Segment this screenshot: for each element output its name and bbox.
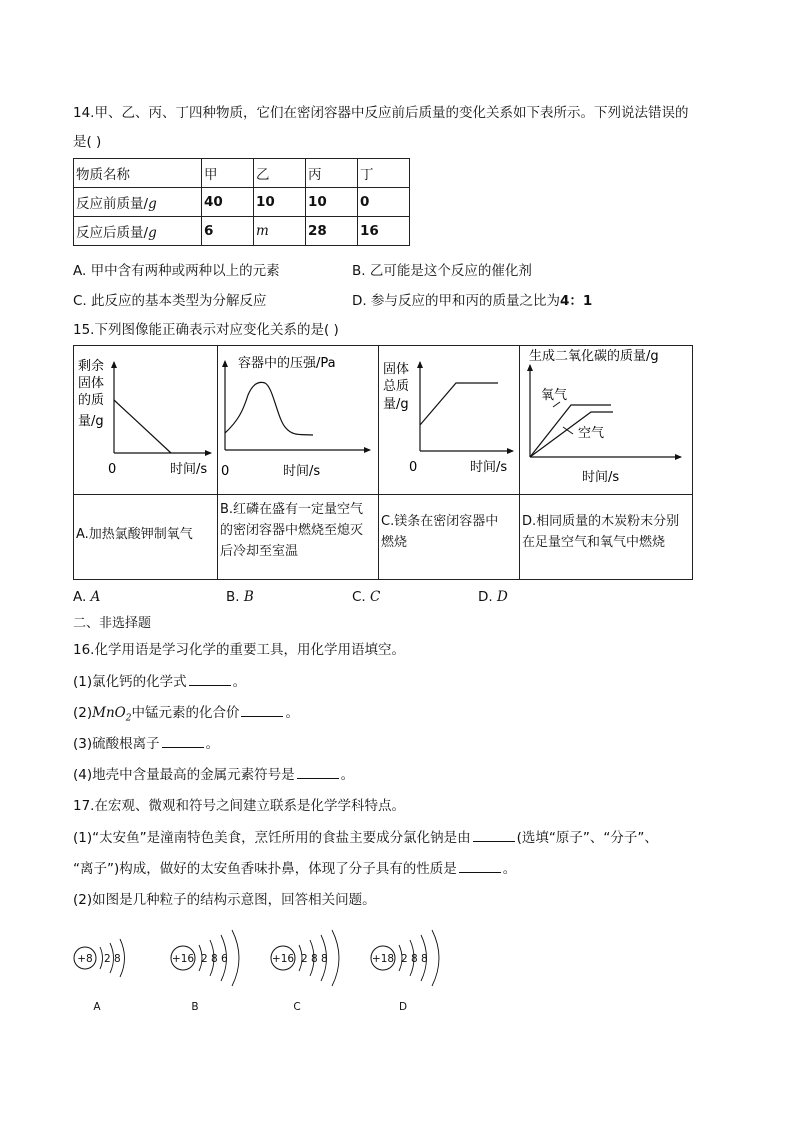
- graph-b: [221, 355, 370, 479]
- table-header-cell: 丙: [306, 159, 358, 188]
- electron-shells: 2 8 6: [201, 953, 228, 965]
- option-prefix: B.: [226, 589, 244, 605]
- item-text: 。: [502, 861, 517, 877]
- graph-c: [383, 361, 513, 475]
- table-cell: 28: [306, 217, 358, 246]
- table-header-cell: 乙: [254, 159, 306, 188]
- formula: MnO: [92, 705, 126, 721]
- q15-stem: 15.下列图像能正确表示对应变化关系的是( ): [73, 322, 339, 338]
- table-row: [74, 188, 410, 217]
- caption-a: [76, 524, 193, 545]
- item-text: (2): [73, 705, 93, 721]
- pressure-curve: [225, 382, 313, 435]
- y-label: 总质: [383, 379, 410, 394]
- q15-option-d[interactable]: [478, 589, 508, 605]
- origin-label: 0: [409, 460, 418, 475]
- y-label: 的质: [78, 393, 105, 408]
- item-text: 。: [205, 736, 220, 752]
- y-label: 生成二氧化碳的质量/g: [529, 349, 659, 364]
- q17-part1-line1: [73, 829, 658, 847]
- origin-label: 0: [108, 462, 117, 477]
- particle-label: A: [93, 1001, 101, 1013]
- table-cell: m: [254, 217, 306, 246]
- table-cell: 0: [358, 188, 410, 217]
- particle-label: D: [398, 1001, 408, 1013]
- formula-subscript: 2: [125, 713, 132, 724]
- caption-line: 在足量空气和氧气中燃烧: [522, 535, 666, 550]
- particle-label: B: [191, 1001, 199, 1013]
- table-header-row: [74, 159, 410, 188]
- y-label: 量/g: [383, 397, 409, 412]
- answer-blank[interactable]: [473, 829, 515, 842]
- item-text: (选填“原子”、“分子”、: [516, 830, 658, 846]
- item-text: (4)地壳中含量最高的金属元素符号是: [73, 767, 295, 783]
- item-text: (1)“太安鱼”是潼南特色美食，烹饪所用的食盐主要成分氯化钠是由: [73, 830, 471, 846]
- row-label: [74, 188, 202, 217]
- table-header-cell: 甲: [202, 159, 254, 188]
- option-letter: B: [243, 589, 254, 605]
- option-letter: D: [496, 589, 508, 605]
- table-row: [74, 217, 410, 246]
- q15-option-c[interactable]: [352, 589, 380, 605]
- section-title: 二、非选择题: [73, 616, 152, 631]
- caption-b: [220, 499, 363, 562]
- item-text: (1)氯化钙的化学式: [73, 674, 187, 690]
- caption-d: [522, 511, 679, 553]
- q15-option-b[interactable]: [226, 589, 254, 605]
- electron-shells: 2 8 8: [301, 953, 328, 965]
- y-label: 固体: [78, 376, 105, 391]
- electron-shells: 2 8 8: [401, 953, 428, 965]
- nucleus-charge: +8: [77, 953, 93, 965]
- mass-line: [420, 383, 498, 425]
- caption-line: A.加热氯酸钾制氧气: [76, 527, 193, 542]
- nucleus-charge: +16: [171, 953, 195, 965]
- answer-blank[interactable]: [297, 766, 339, 779]
- option-letter: C: [370, 589, 381, 605]
- q17-part2: (2)如图是几种粒子的结构示意图，回答相关问题。: [73, 892, 376, 908]
- x-label: 时间/s: [582, 470, 620, 485]
- item-text: 。: [285, 705, 299, 721]
- y-label: 量/g: [78, 414, 104, 429]
- item-text: (3)硫酸根离子: [73, 736, 160, 752]
- caption-line: D.相同质量的木炭粉末分别: [522, 514, 680, 529]
- option-text: D. 参与反应的甲和丙的质量之比为: [352, 293, 560, 309]
- particle-d: [371, 930, 439, 1013]
- caption-line: 燃烧: [381, 535, 408, 550]
- q16-item-1: [73, 673, 246, 691]
- answer-blank[interactable]: [241, 704, 283, 717]
- q14-stem-line1: 14.甲、乙、丙、丁四种物质，它们在密闭容器中反应前后质量的变化关系如下表所示。下列说法错误的: [73, 105, 689, 121]
- graph-table: [73, 345, 693, 580]
- option-prefix: D.: [478, 589, 497, 605]
- item-text: 。: [232, 674, 247, 690]
- q14-option-a[interactable]: A. 甲中含有两种或两种以上的元素: [73, 263, 280, 279]
- caption-c: [381, 511, 498, 553]
- table-cell: 16: [358, 217, 410, 246]
- unit: g: [148, 196, 157, 212]
- electron-shells: 2 8: [104, 953, 121, 965]
- option-prefix: C.: [352, 589, 371, 605]
- row-label-text: 反应前质量/: [76, 196, 149, 212]
- q16-item-2: [73, 704, 299, 728]
- graph-d: [529, 348, 681, 485]
- graph-a: [78, 359, 211, 477]
- y-label: 剩余: [78, 359, 105, 374]
- particle-label: C: [293, 1001, 301, 1013]
- item-text: 中锰元素的化合价: [131, 705, 240, 721]
- series-label-oxygen: 氧气: [541, 388, 568, 403]
- row-label-text: 反应后质量/: [76, 225, 149, 241]
- x-label: 时间/s: [283, 464, 321, 479]
- q15-option-a[interactable]: [73, 589, 100, 605]
- table-cell: 40: [202, 188, 254, 217]
- q16-stem: 16.化学用语是学习化学的重要工具，用化学用语填空。: [73, 642, 405, 658]
- caption-line: 的密闭容器中燃烧至熄灭: [220, 523, 364, 538]
- nucleus-charge: +16: [271, 953, 295, 965]
- y-label: 容器中的压强/Pa: [238, 356, 336, 371]
- ratio: 4：1: [559, 293, 593, 309]
- table-cell: 10: [254, 188, 306, 217]
- table-cell: 6: [202, 217, 254, 246]
- mass-line: [114, 400, 171, 453]
- q14-option-b[interactable]: B. 乙可能是这个反应的催化剂: [352, 263, 532, 279]
- table-cell: 10: [306, 188, 358, 217]
- particle-diagrams: [70, 915, 470, 1020]
- air-leader: [563, 427, 573, 434]
- option-prefix: A.: [73, 589, 91, 605]
- q16-item-4: [73, 766, 354, 784]
- answer-blank[interactable]: [459, 860, 501, 873]
- item-text: “离子”)构成，做好的太安鱼香味扑鼻，体现了分子具有的性质是: [73, 861, 457, 877]
- particle-b: [171, 930, 239, 1013]
- table-header-cell: 丁: [358, 159, 410, 188]
- series-label-air: 空气: [578, 426, 605, 441]
- q17-part1-line2: [73, 860, 516, 878]
- mass-change-table: [73, 158, 410, 246]
- caption-line: C.镁条在密闭容器中: [381, 514, 499, 529]
- q14-stem-line2: 是( ): [73, 134, 102, 150]
- particle-c: [271, 930, 339, 1013]
- nucleus-charge: +18: [371, 953, 395, 965]
- q16-item-3: [73, 735, 219, 753]
- particle-a: [74, 939, 125, 1013]
- caption-line: B.红磷在盛有一定量空气: [220, 502, 364, 517]
- unit: g: [148, 225, 157, 241]
- option-letter: A: [90, 589, 101, 605]
- q17-stem: 17.在宏观、微观和符号之间建立联系是化学学科特点。: [73, 798, 405, 814]
- origin-label: 0: [221, 464, 230, 479]
- x-label: 时间/s: [170, 462, 208, 477]
- answer-blank[interactable]: [189, 673, 231, 686]
- y-label: 固体: [383, 362, 410, 377]
- caption-line: 后冷却至室温: [220, 544, 299, 559]
- table-header-cell: 物质名称: [74, 159, 202, 188]
- q14-option-c[interactable]: C. 此反应的基本类型为分解反应: [73, 293, 267, 309]
- item-text: 。: [340, 767, 355, 783]
- answer-blank[interactable]: [162, 735, 204, 748]
- row-label: [74, 217, 202, 246]
- x-label: 时间/s: [470, 460, 508, 475]
- q14-option-d[interactable]: [352, 289, 592, 309]
